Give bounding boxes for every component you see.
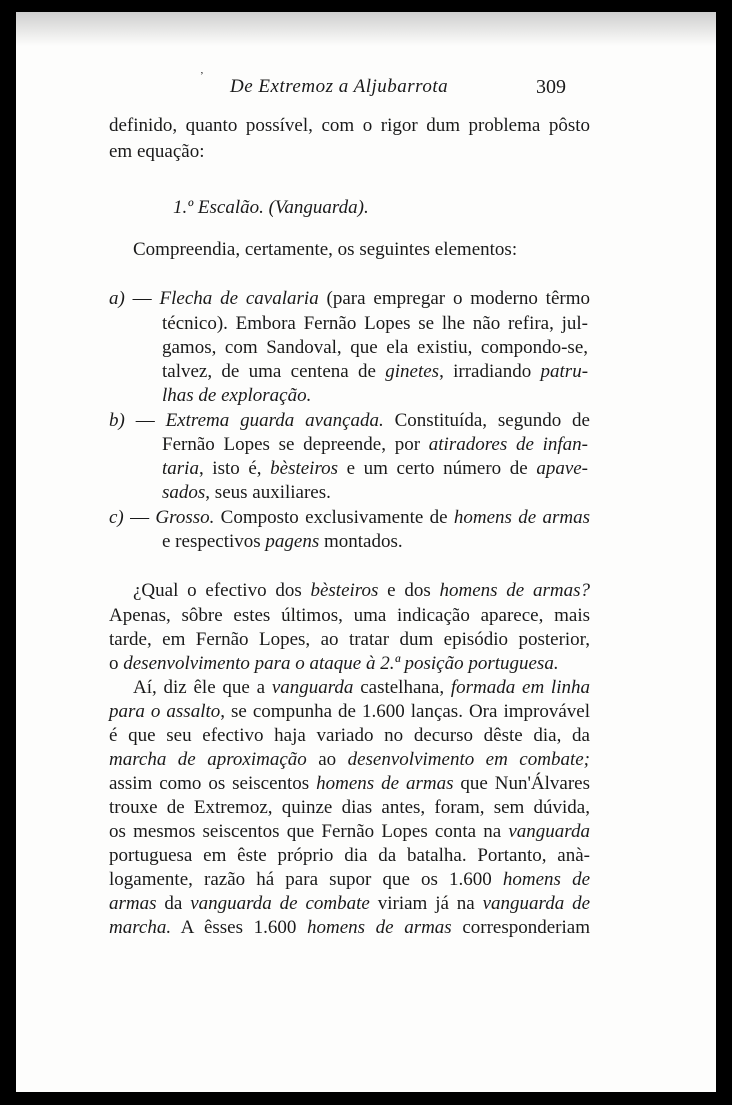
running-head [16,70,716,106]
item-a-line: talvez, de uma centena de ginetes, irradiando patru- [162,361,589,382]
scan-shadow [16,12,716,46]
item-b-line: sados, seus auxiliares. [162,482,331,503]
text-line: armas da vanguarda de combate viriam já na vanguarda de [109,893,591,914]
text-line: portuguesa em êste próprio dia da batalha. Portanto, anà- [109,845,590,866]
running-title: De Extremoz a Aljubarrota [230,76,449,97]
text-line: definido, quanto possível, com o rigor dum problema pôsto [109,115,590,136]
text-line: trouxe de Extremoz, quinze dias antes, foram, sem dúvida, [109,797,590,818]
page-number: 309 [536,76,566,98]
book-page [16,12,716,1092]
item-a-line: técnico). Embora Fernão Lopes se lhe não refira, jul- [162,313,588,334]
text-line: o desenvolvimento para o ataque à 2.ª posição portuguesa. [109,653,559,674]
item-b-line: taria, isto é, bèsteiros e um certo número de apave- [162,458,589,479]
text-line: é que seu efectivo haja variado no decurso dêste dia, da [109,725,590,746]
ink-mark: ’ [200,70,204,82]
text-line: Aí, diz êle que a vanguarda castelhana, formada em linha [133,677,590,698]
text-line: tarde, em Fernão Lopes, ao tratar dum episódio posterior, [109,629,590,650]
item-b-line: b) — Extrema guarda avançada. Constituída, segundo de [109,410,590,431]
text-line: ¿Qual o efectivo dos bèsteiros e dos homens de armas? [133,580,591,601]
text-line: Apenas, sôbre estes últimos, uma indicação aparece, mais [109,605,590,626]
item-a-line: gamos, com Sandoval, que ela existiu, compondo-se, [162,337,588,358]
text-line: para o assalto, se compunha de 1.600 lanças. Ora improvável [109,701,590,722]
text-line: assim como os seiscentos homens de armas que Nun'Álvares [109,773,590,794]
text-line: logamente, razão há para supor que os 1.600 homens de [109,869,591,890]
item-c-line: c) — Grosso. Composto exclusivamente de homens de armas [109,507,591,528]
text-line: em equação: [109,141,205,162]
item-a-line: a) — Flecha de cavalaria (para empregar o moderno têrmo [109,288,590,309]
item-c-line: e respectivos pagens montados. [162,531,403,552]
item-b-line: Fernão Lopes se depreende, por atiradores de infan- [162,434,588,455]
text-line: marcha. A êsses 1.600 homens de armas corresponderiam [109,917,590,938]
item-a-line: lhas de exploração. [162,385,312,406]
intro-line: Compreendia, certamente, os seguintes elementos: [133,239,518,260]
text-line: os mesmos seiscentos que Fernão Lopes conta na vanguarda [109,821,590,842]
text-line: marcha de aproximação ao desenvolvimento em combate; [109,749,590,770]
section-heading: 1.º Escalão. (Vanguarda). [173,197,369,218]
